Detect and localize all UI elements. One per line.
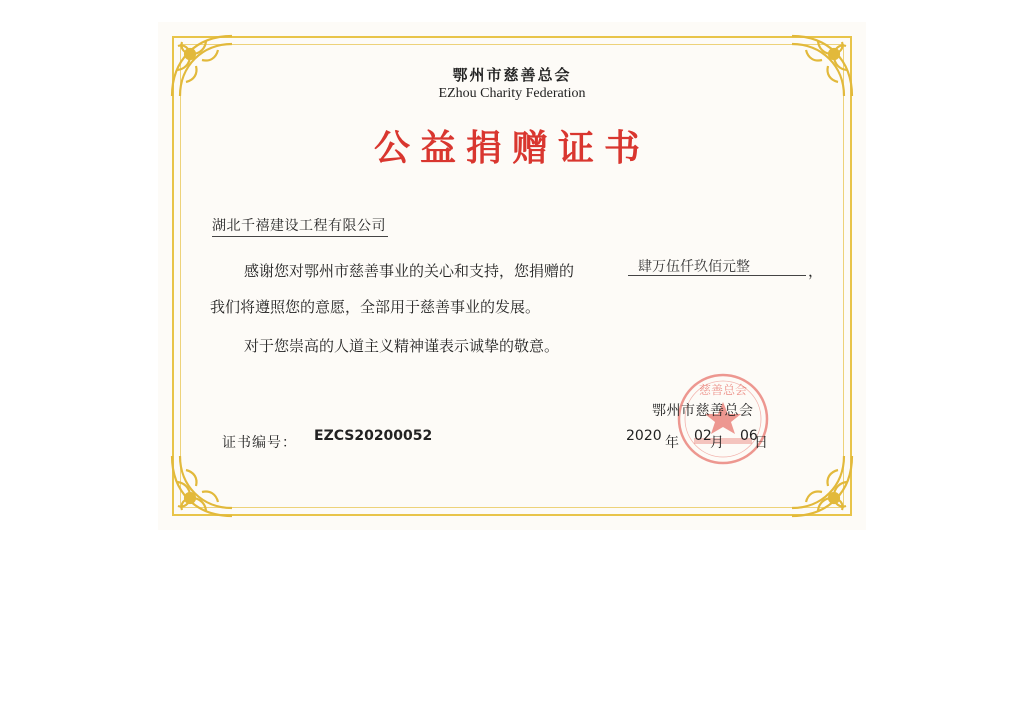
thanks-line-3: 对于您崇高的人道主义精神谨表示诚挚的敬意。 — [244, 337, 560, 355]
date-day-unit: 日 — [754, 435, 768, 451]
corner-ornament-bottom-right — [786, 450, 858, 522]
certificate-number-label: 证书编号： — [222, 435, 297, 451]
seal-text: 慈善总会 — [698, 383, 748, 397]
certificate — [158, 22, 866, 530]
date-day: 06 — [740, 428, 758, 444]
date-month-unit: 月 — [710, 435, 724, 451]
date-year-unit: 年 — [665, 435, 679, 451]
organization-name-chinese: 鄂州市慈善总会 — [452, 66, 572, 84]
line1-punctuation: ， — [808, 262, 824, 280]
signature-organization: 鄂州市慈善总会 — [652, 403, 754, 419]
thanks-line-2: 我们将遵照您的意愿，全部用于慈善事业的发展。 — [210, 298, 541, 316]
certificate-title: 公益捐赠证书 — [373, 127, 650, 169]
certificate-number: EZCS20200052 — [314, 428, 433, 444]
donation-amount: 肆万伍仟玖佰元整 — [628, 256, 806, 276]
organization-name-english: EZhou Charity Federation — [438, 86, 586, 101]
corner-ornament-bottom-left — [166, 450, 238, 522]
recipient-name: 湖北千禧建设工程有限公司 — [212, 215, 388, 237]
date-year: 2020 — [626, 428, 662, 444]
thanks-line-1: 感谢您对鄂州市慈善事业的关心和支持，您捐赠的 — [244, 262, 575, 280]
date-month: 02 — [694, 428, 712, 444]
